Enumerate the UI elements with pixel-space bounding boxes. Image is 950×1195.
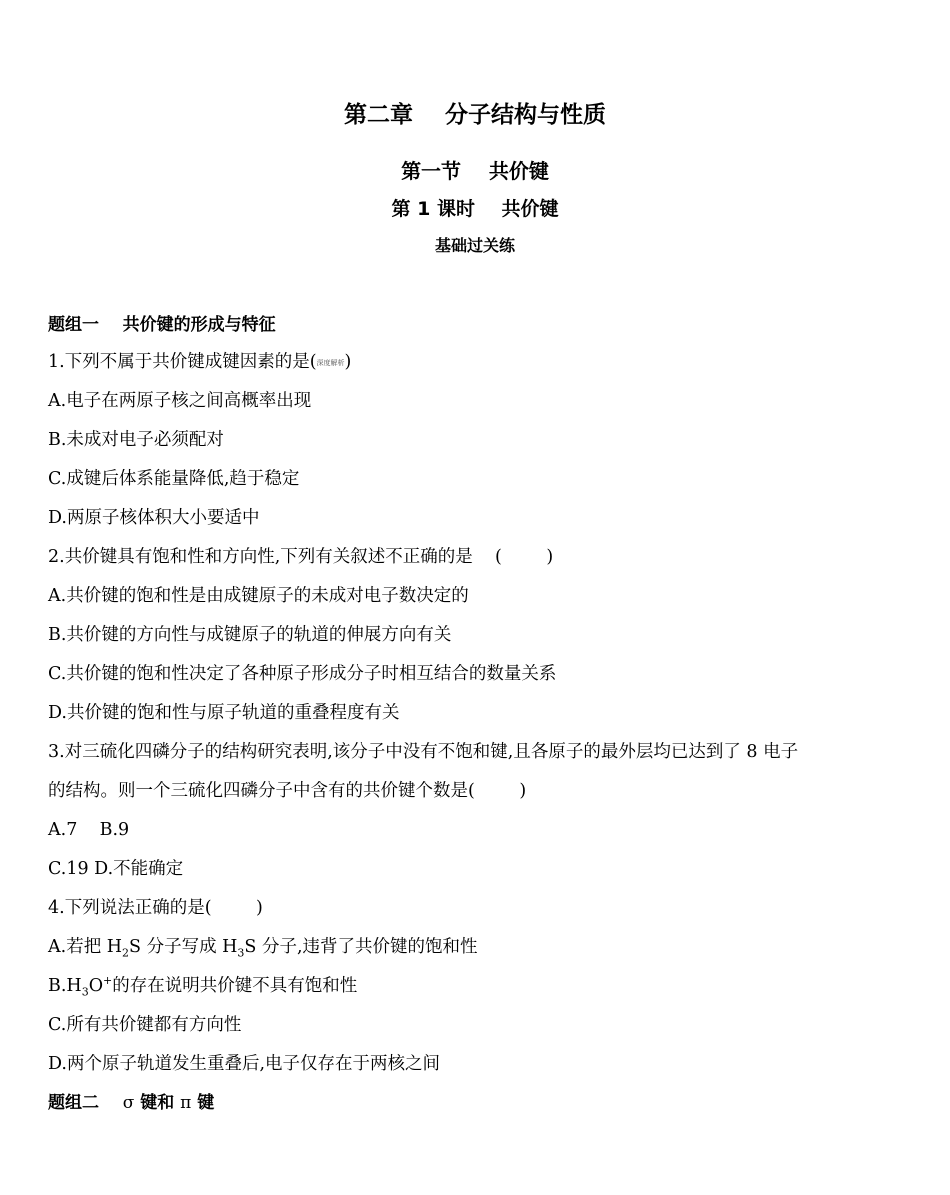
subscript: 3 [81, 985, 89, 999]
lesson-title: 第 1 课时 共价键 [391, 198, 559, 220]
question-3-options-cd: C.19 D.不能确定 [48, 859, 184, 879]
deep-analysis-tag: 深度解析 [316, 359, 345, 367]
option-a-text-2: S 分子写成 H [129, 937, 238, 957]
question-1-text: 1.下列不属于共价键成键因素的是( [48, 352, 317, 372]
question-2-option-d: D.共价键的饱和性与原子轨道的重叠程度有关 [48, 703, 400, 723]
question-4-option-c: C.所有共价键都有方向性 [48, 1015, 242, 1035]
question-2-option-b: B.共价键的方向性与成键原子的轨道的伸展方向有关 [48, 625, 452, 645]
option-a-text-3: S 分子,违背了共价键的饱和性 [244, 937, 478, 957]
question-1-close: ) [344, 352, 352, 372]
subscript: 2 [122, 946, 130, 960]
subscript: 3 [237, 946, 245, 960]
option-b-text-1: B.H [48, 976, 82, 996]
question-1-option-d: D.两原子核体积大小要适中 [48, 508, 260, 528]
superscript: + [103, 974, 113, 988]
section-title: 第一节 共价键 [401, 159, 549, 183]
question-3-stem-line-2: 的结构。则一个三硫化四磷分子中含有的共价键个数是( ) [48, 781, 527, 801]
option-b-text-3: 的存在说明共价键不具有饱和性 [112, 976, 358, 996]
group-2-suffix: 键 [191, 1093, 215, 1113]
question-2-option-a: A.共价键的饱和性是由成键原子的未成对电子数决定的 [48, 586, 469, 606]
question-1-option-b: B.未成对电子必须配对 [48, 430, 224, 450]
group-heading-2 [48, 1090, 214, 1116]
pi-symbol: π [180, 1093, 192, 1113]
question-4-stem: 4.下列说法正确的是( ) [48, 898, 263, 918]
practice-title: 基础过关练 [434, 236, 515, 255]
question-1-option-c: C.成键后体系能量降低,趋于稳定 [48, 469, 300, 489]
question-1-option-a: A.电子在两原子核之间高概率出现 [48, 391, 312, 411]
option-a-text-1: A.若把 H [48, 937, 123, 957]
question-2-option-c: C.共价键的饱和性决定了各种原子形成分子时相互结合的数量关系 [48, 664, 557, 684]
question-4-option-d: D.两个原子轨道发生重叠后,电子仅存在于两核之间 [48, 1054, 441, 1074]
group-2-prefix: 题组二 [48, 1093, 123, 1113]
chapter-title: 第二章 分子结构与性质 [343, 102, 607, 128]
question-2-stem: 2.共价键具有饱和性和方向性,下列有关叙述不正确的是 ( ) [48, 547, 554, 567]
option-b-text-2: O [88, 976, 104, 996]
question-3-options-ab: A.7 B.9 [48, 820, 130, 840]
question-3-stem-line-1: 3.对三硫化四磷分子的结构研究表明,该分子中没有不饱和键,且各原子的最外层均已达到了 8 电子 [48, 742, 799, 762]
question-4-option-a [48, 934, 478, 960]
question-1-stem [48, 349, 351, 376]
question-4-option-b [48, 973, 357, 999]
sigma-symbol: σ [122, 1093, 135, 1113]
group-2-mid: 键和 [134, 1093, 181, 1113]
group-heading-1: 题组一 共价键的形成与特征 [48, 315, 276, 335]
